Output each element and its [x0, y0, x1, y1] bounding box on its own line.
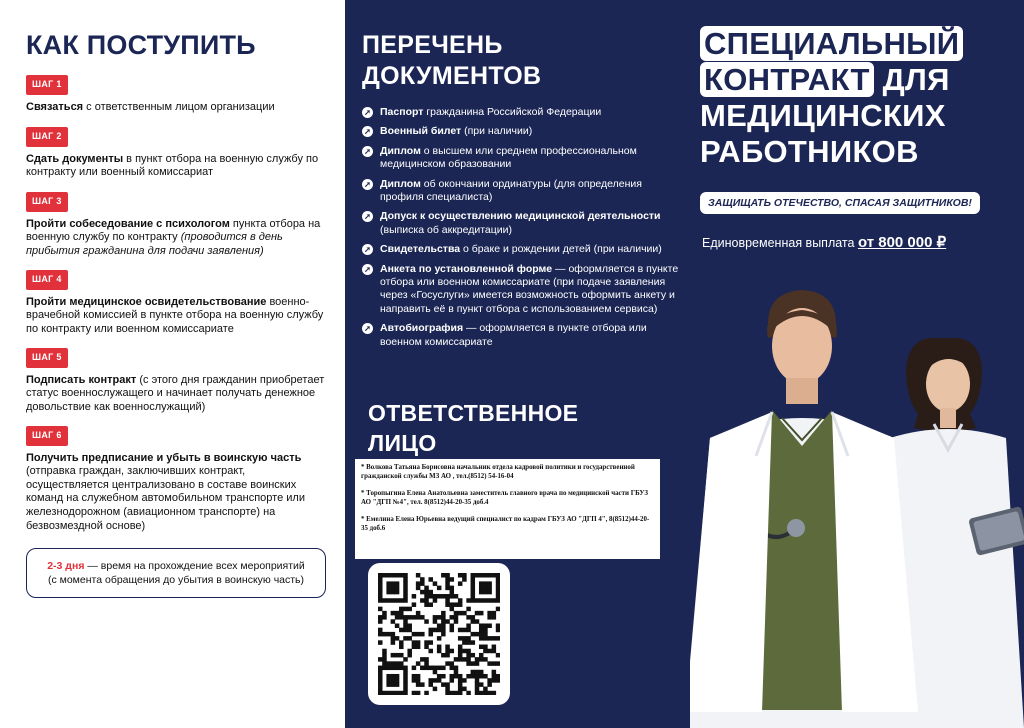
- duration-text: — время на прохождение всех мероприятий: [84, 560, 305, 572]
- documents-title-line2: ДОКУМЕНТОВ: [362, 62, 542, 90]
- responsible-title-line2: ЛИЦО: [368, 430, 437, 456]
- contacts-box: [355, 459, 660, 559]
- responsible-title: [368, 398, 578, 458]
- document-detail: гражданина Российской Федерации: [423, 106, 602, 118]
- document-detail: (при наличии): [461, 125, 533, 138]
- document-detail: (выписка об аккредитации): [380, 223, 513, 236]
- document-detail: — оформляется в пункте отбора или военном комиссариате (при подаче заявления через «Госуслуги» имеется возможность оформить анкету и направить её в пункт отбора с использованием сервиса): [380, 262, 679, 315]
- hero-line-2-rest: ДЛЯ: [873, 62, 950, 97]
- step-action: Пройти собеседование с психологом: [26, 217, 230, 230]
- hero-highlight-2: КОНТРАКТ: [700, 62, 874, 97]
- payout-line: [702, 233, 946, 251]
- step-action: Получить предписание и убыть в воинскую часть: [26, 451, 302, 464]
- slogan-badge: ЗАЩИЩАТЬ ОТЕЧЕСТВО, СПАСАЯ ЗАЩИТНИКОВ!: [700, 192, 980, 214]
- step-badge: ШАГ 2: [26, 127, 68, 147]
- step-text: с ответственным лицом организации: [83, 100, 275, 113]
- duration-highlight: 2-3 дня: [47, 560, 85, 572]
- list-item: [362, 322, 680, 349]
- medical-workers-illustration: [690, 268, 1024, 728]
- arrow-icon: ➚: [362, 244, 373, 255]
- how-to-apply-title: КАК ПОСТУПИТЬ: [26, 30, 256, 60]
- step-badge: ШАГ 3: [26, 192, 68, 212]
- arrow-icon: ➚: [362, 107, 373, 118]
- step-badge: ШАГ 5: [26, 348, 68, 368]
- document-detail: о браке и рождении детей (при наличии): [460, 243, 662, 256]
- step-2: [26, 127, 326, 180]
- step-1: [26, 75, 326, 114]
- document-name: Свидетельства: [380, 243, 461, 256]
- step-badge: ШАГ 4: [26, 270, 68, 290]
- payout-amount: от 800 000 ₽: [857, 234, 947, 251]
- list-item: [362, 125, 680, 138]
- list-item: [362, 178, 680, 205]
- document-name: Паспорт: [380, 106, 424, 118]
- step-text: (отправка граждан, заключивших контракт, осуществляется централизовано в составе воинских команд на служебном автомобильном транспорте или железнодорожном (авиационном транспорте) на безвозмездной основе): [26, 465, 305, 532]
- step-text: пункта отбора на военную службу по контракту: [26, 217, 321, 244]
- list-item: [362, 145, 680, 172]
- qr-code[interactable]: [368, 563, 510, 705]
- step-badge: ШАГ 1: [26, 75, 68, 95]
- list-item: [362, 263, 680, 317]
- document-detail: об окончании ординатуры (для определения профиля специалиста): [380, 177, 642, 204]
- duration-subtext: (с момента обращения до убытия в воинскую часть): [47, 574, 305, 586]
- arrow-icon: ➚: [362, 146, 373, 157]
- responsible-title-line1: ОТВЕТСТВЕННОЕ: [368, 400, 579, 426]
- step-action: Сдать документы: [26, 152, 124, 165]
- step-action: Подписать контракт: [26, 373, 137, 386]
- step-6: [26, 426, 326, 533]
- info-panel: [345, 0, 1024, 728]
- step-badge: ШАГ 6: [26, 426, 68, 446]
- arrow-icon: ➚: [362, 211, 373, 222]
- hero-line-1: [700, 28, 1020, 60]
- step-action: Связаться: [26, 100, 84, 113]
- male-doctor-figure: [690, 290, 920, 728]
- document-name: Автобиография: [380, 322, 464, 335]
- payout-label: Единовременная выплата: [702, 236, 858, 250]
- document-name: Допуск к осуществлению медицинской деятельности: [380, 210, 661, 223]
- step-text: военно-врачебной комиссией в пункте отбора на военную службу по контракту или военном комиссариате: [26, 295, 324, 335]
- hero-line-4: РАБОТНИКОВ: [700, 134, 919, 169]
- document-detail: о высшем или среднем профессиональном медицинском образовании: [380, 144, 637, 171]
- hero-title: [700, 28, 1020, 172]
- how-to-apply-panel: [0, 0, 345, 728]
- document-name: Диплом: [380, 144, 421, 157]
- arrow-icon: ➚: [362, 264, 373, 275]
- arrow-icon: ➚: [362, 179, 373, 190]
- duration-note: [26, 548, 326, 598]
- documents-title-line1: ПЕРЕЧЕНЬ: [362, 31, 503, 59]
- documents-title: [362, 30, 541, 92]
- step-text: (с этого дня гражданин приобретает статус военнослужащего и начинает получать денежное довольствие как военнослужащий): [26, 373, 325, 413]
- step-5: [26, 348, 326, 414]
- documents-list: [362, 106, 680, 355]
- document-name: Анкета по установленной форме: [380, 262, 553, 275]
- list-item: [362, 243, 680, 256]
- document-name: Военный билет: [380, 125, 462, 138]
- document-detail: — оформляется в пункте отбора или военном комиссариате: [380, 322, 647, 348]
- contact-entry: * Волкова Татьяна Борисовна начальник отдела кадровой политики и государственной гражданской службы МЗ АО , тел.(8512) 54-16-04: [361, 464, 635, 480]
- step-note: (проводится в день прибытия гражданина для подачи заявления): [26, 231, 283, 257]
- arrow-icon: ➚: [362, 126, 373, 137]
- step-action: Пройти медицинское освидетельствование: [26, 295, 267, 308]
- list-item: [362, 106, 680, 119]
- contact-entry: * Емелина Елена Юрьевна ведущий специалист по кадрам ГБУЗ АО "ДГП 4", 8(8512)44-20-35 доб.6: [361, 516, 650, 532]
- hero-highlight-1: СПЕЦИАЛЬНЫЙ: [700, 26, 963, 61]
- contact-entry: * Торопыгина Елена Анатольевна заместитель главного врача по медицинской части ГБУЗ АО "ДГП №4", тел. 8(8512)44-20-35 доб.4: [361, 490, 648, 506]
- arrow-icon: ➚: [362, 323, 373, 334]
- step-4: [26, 270, 326, 336]
- list-item: [362, 210, 680, 237]
- document-name: Диплом: [380, 177, 421, 190]
- hero-line-3: МЕДИЦИНСКИХ: [700, 98, 946, 133]
- step-3: [26, 192, 326, 258]
- step-text: в пункт отбора на военную службу по контракту или военный комиссариат: [26, 152, 319, 179]
- qr-code-icon: [378, 573, 500, 695]
- hero-line-2: [700, 64, 1020, 96]
